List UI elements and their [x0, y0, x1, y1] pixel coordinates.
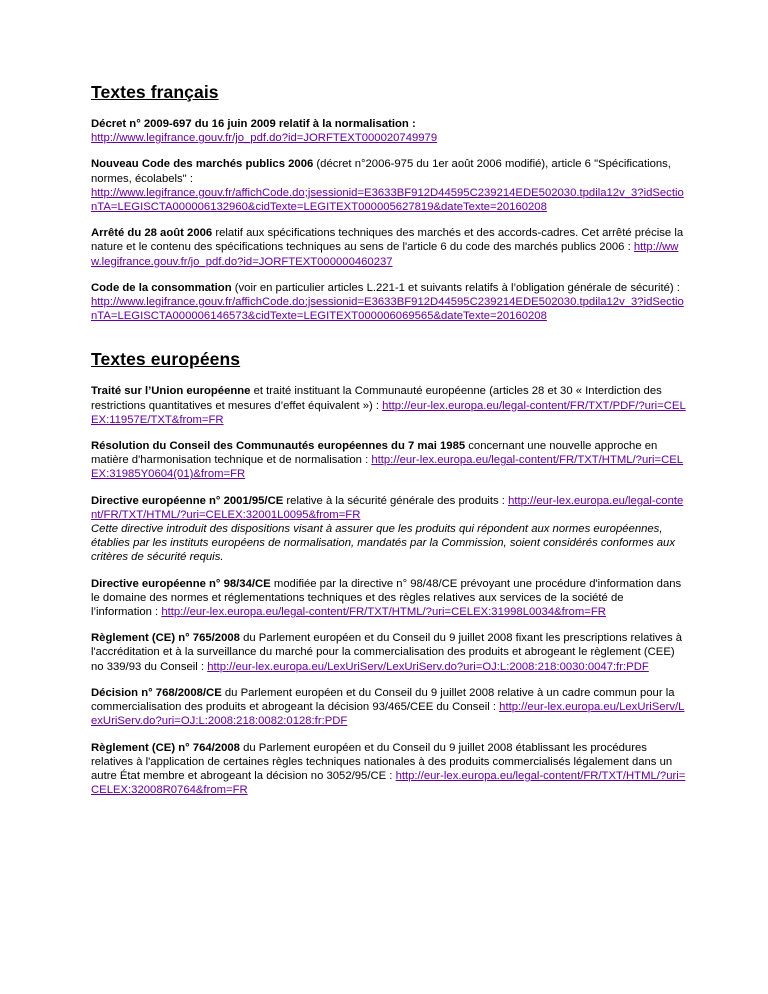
- entry-note: Cette directive introduit des dispositions visant à assurer que les produits qui répondent aux normes européennes, établies par les instituts européens de normalisation, mandatés par la Commission, soient considérés conformes aux critères de sécurité requis.: [91, 523, 675, 564]
- entry-title: Code de la consommation: [91, 281, 232, 294]
- entry-link[interactable]: http://www.legifrance.gouv.fr/affichCode.do;jsessionid=E3633BF912D44595C239214EDE502030.tpdila12v_3?idSectionTA=LEGISCTA000006146573&cidTexte=LEGITEXT000006069565&dateTexte=20160208: [91, 296, 684, 323]
- entry-text: (décret n°2006-975 du 1er août 2006 modifié), article 6 "Spécifications, normes, écolabels" :: [91, 158, 671, 185]
- entry-text: du Parlement européen et du Conseil du 9 juillet 2008 établissant les procédures relatives à l'application de certaines règles techniques nationales à des produits commercialisés légalement dans un autre État membre et abrogeant la décision no 3052/95/CE :: [91, 741, 673, 782]
- entry-title: Directive européenne n° 98/34/CE: [91, 577, 271, 590]
- entry-link[interactable]: http://eur-lex.europa.eu/legal-content/FR/TXT/HTML/?uri=CELEX:31998L0034&from=FR: [161, 606, 606, 619]
- entry-arrete-2006: [91, 226, 686, 269]
- entry-code-consommation: [91, 281, 686, 324]
- entry-directive-98-34: [91, 577, 686, 620]
- entry-link[interactable]: http://www.legifrance.gouv.fr/jo_pdf.do?id=JORFTEXT000000460237: [91, 241, 679, 268]
- entry-text: modifiée par la directive n° 98/48/CE prévoyant une procédure d'information dans le domaine des normes et réglementations techniques et des règles relatives aux services de la société de l’information :: [91, 577, 682, 619]
- entry-link[interactable]: http://www.legifrance.gouv.fr/affichCode.do;jsessionid=E3633BF912D44595C239214EDE502030.tpdila12v_3?idSectionTA=LEGISCTA000006132960&cidTexte=LEGITEXT000005627819&dateTexte=20160208: [91, 186, 684, 214]
- entry-title: Arrêté du 28 août 2006: [91, 227, 213, 240]
- entry-code-marches: [91, 157, 686, 214]
- entry-title: Nouveau Code des marchés publics 2006: [91, 158, 314, 171]
- entry-text: et traité instituant la Communauté européenne (articles 28 et 30 « Interdiction des restrictions quantitatives et mesures d’effet équivalent ») :: [91, 385, 662, 412]
- entry-title: Décision n° 768/2008/CE: [91, 686, 222, 699]
- entry-link[interactable]: http://www.legifrance.gouv.fr/jo_pdf.do?id=JORFTEXT000020749979: [91, 132, 438, 145]
- entry-decret-2009: [91, 117, 686, 145]
- entry-link[interactable]: http://eur-lex.europa.eu/LexUriServ/LexUriServ.do?uri=OJ:L:2008:218:0030:0047:fr:PDF: [207, 660, 649, 673]
- entry-text: concernant une nouvelle approche en matière d'harmonisation technique et de normalisation :: [91, 440, 658, 467]
- entry-text: relative à la sécurité générale des produits :: [283, 494, 509, 507]
- entry-text: relatif aux spécifications techniques des marchés et des accords-cadres. Cet arrêté précise la nature et le contenu des spécifications techniques au sens de l'article 6 du code des marchés publics 2006 :: [91, 227, 684, 254]
- entry-traite-ue: [91, 384, 686, 427]
- entry-directive-2001-95: [91, 494, 686, 565]
- entry-title: Directive européenne n° 2001/95/CE: [91, 494, 284, 507]
- entry-title: Résolution du Conseil des Communautés européennes du 7 mai 1985: [91, 440, 466, 453]
- section-heading-french: Textes français: [91, 82, 219, 102]
- entry-link[interactable]: http://eur-lex.europa.eu/legal-content/FR/TXT/PDF/?uri=CELEX:11957E/TXT&from=FR: [91, 399, 686, 426]
- entry-title: Règlement (CE) n° 764/2008: [91, 741, 240, 754]
- entry-link[interactable]: http://eur-lex.europa.eu/legal-content/FR/TXT/HTML/?uri=CELEX:32008R0764&from=FR: [91, 769, 686, 797]
- entry-link[interactable]: http://eur-lex.europa.eu/legal-content/FR/TXT/HTML/?uri=CELEX:31985Y0604(01)&from=FR: [91, 454, 684, 481]
- entry-text: du Parlement européen et du Conseil du 9 juillet 2008 relative à un cadre commun pour la commercialisation des produits et abrogeant la décision 93/465/CEE du Conseil :: [91, 686, 675, 714]
- entry-title: Décret n° 2009-697 du 16 juin 2009 relatif à la normalisation :: [91, 118, 416, 130]
- entry-text: (voir en particulier articles L.221-1 et suivants relatifs à l’obligation générale de sécurité) :: [231, 281, 680, 294]
- entry-resolution-1985: [91, 439, 686, 482]
- document-page: [91, 82, 686, 809]
- entry-title: Règlement (CE) n° 765/2008: [91, 632, 240, 645]
- entry-reglement-765-2008: [91, 631, 686, 674]
- entry-text: du Parlement européen et du Conseil du 9 juillet 2008 fixant les prescriptions relatives à l'accréditation et à la surveillance du marché pour la commercialisation des produits et abrogeant le règlement (CEE) no 339/93 du Conseil :: [91, 632, 683, 673]
- entry-decision-768-2008: [91, 686, 686, 729]
- entry-title: Traité sur l’Union européenne: [91, 385, 251, 398]
- entry-reglement-764-2008: [91, 741, 686, 798]
- entry-link[interactable]: http://eur-lex.europa.eu/legal-content/FR/TXT/HTML/?uri=CELEX:32001L0095&from=FR: [91, 494, 684, 521]
- entry-link[interactable]: http://eur-lex.europa.eu/LexUriServ/LexUriServ.do?uri=OJ:L:2008:218:0082:0128:fr:PDF: [91, 701, 685, 728]
- section-heading-european: Textes européens: [91, 349, 241, 370]
